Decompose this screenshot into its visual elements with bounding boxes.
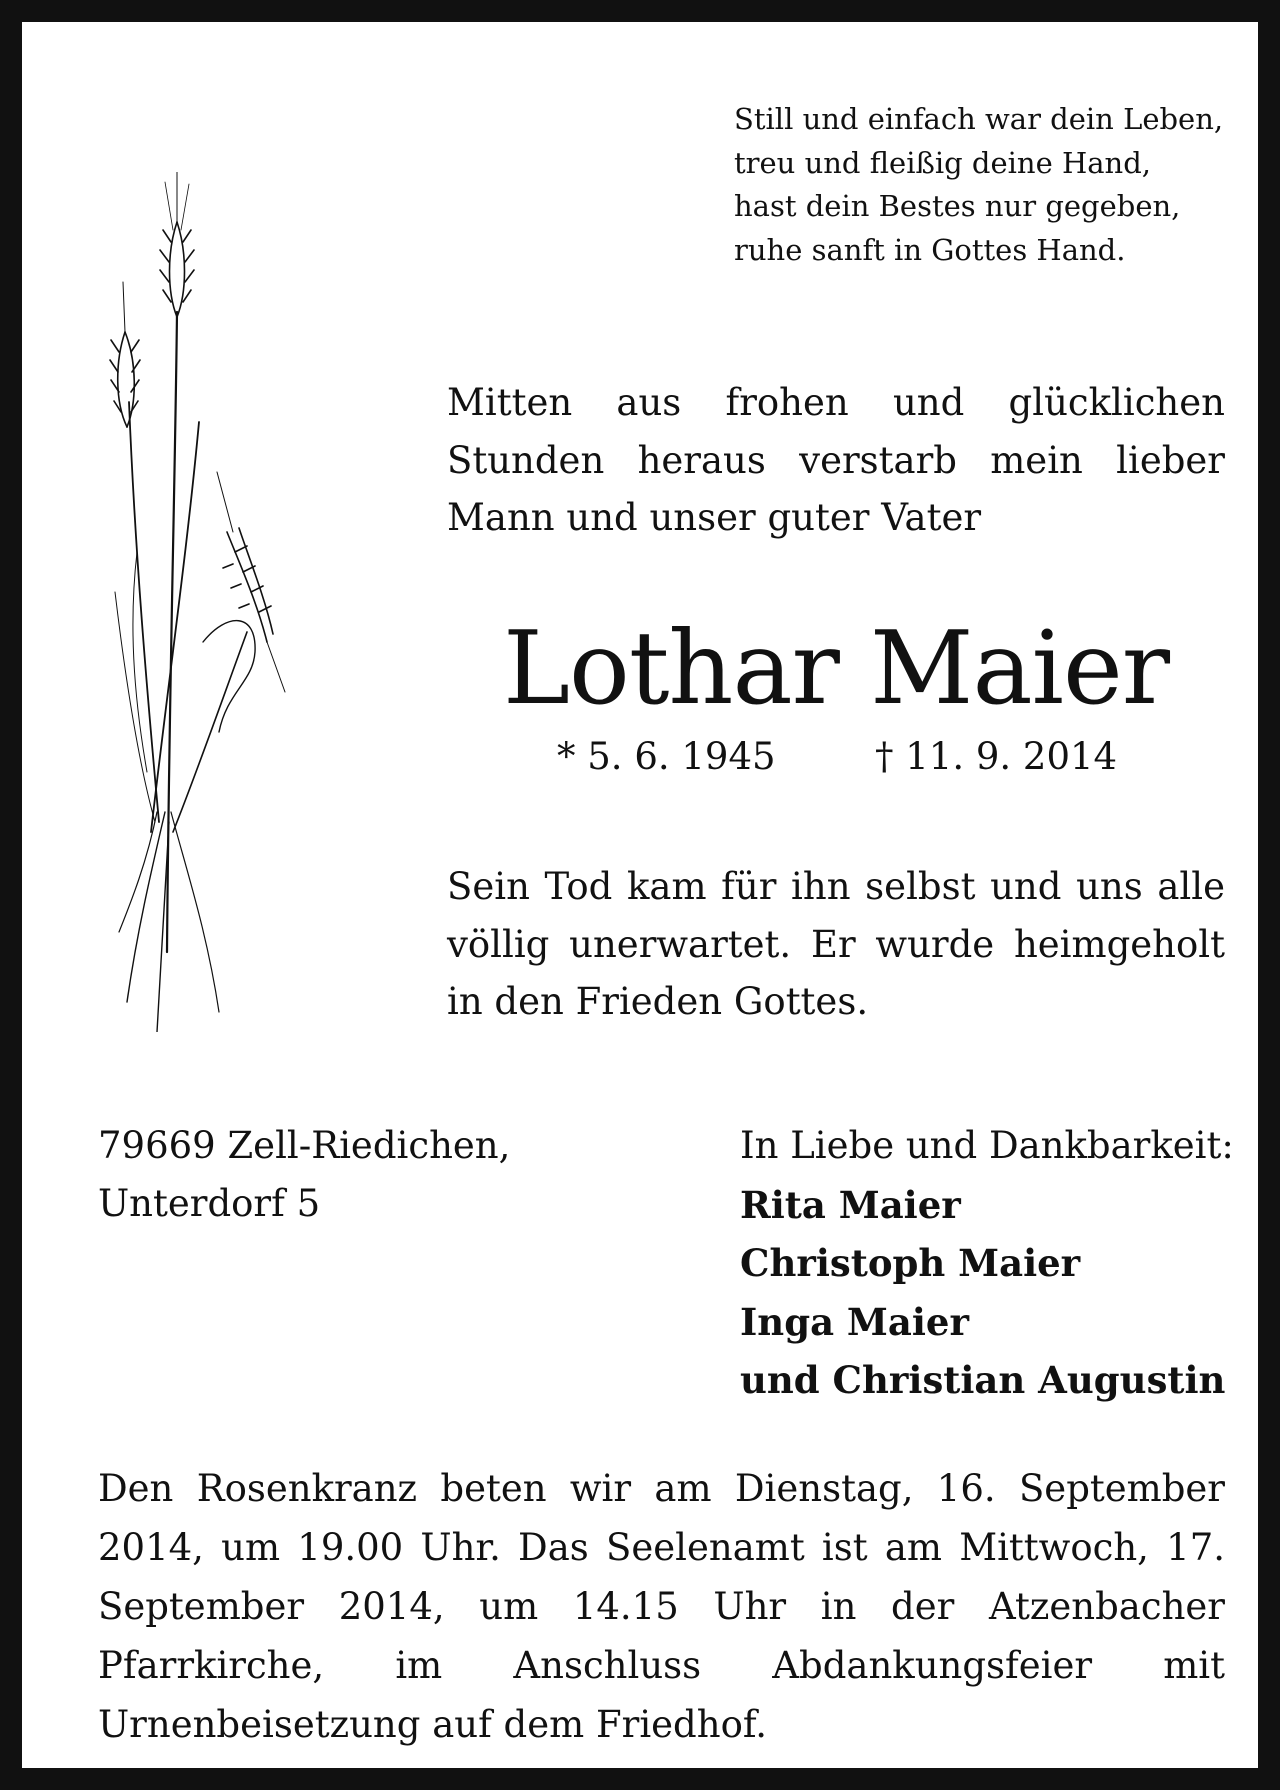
- death-date: † 11. 9. 2014: [875, 735, 1118, 778]
- birth-date: * 5. 6. 1945: [557, 735, 776, 778]
- poem: [734, 98, 1254, 272]
- mourner-name: Inga Maier: [740, 1299, 969, 1344]
- wheat-ears-icon: [107, 172, 317, 1032]
- service-info: Den Rosenkranz beten wir am Dienstag, 16. September 2014, um 19.00 Uhr. Das Seelenamt ist am Mittwoch, 17. September 2014, um 14.15 Uhr in der Atzenbacher Pfarrkirche, im Anschluss Abdankungsfeier mit Urnenbeisetzung auf dem Friedhof.: [98, 1467, 1225, 1746]
- mourners: [740, 1117, 1240, 1410]
- intro-text: Mitten aus frohen und glücklichen Stunden heraus verstarb mein lieber Mann und unser guter Vater: [447, 381, 1225, 539]
- mourner-name: Christoph Maier: [740, 1241, 1081, 1285]
- poem-line: ruhe sanft in Gottes Hand.: [734, 232, 1126, 267]
- mourner-name: Rita Maier: [740, 1182, 961, 1227]
- poem-line: hast dein Bestes nur gegeben,: [734, 189, 1181, 223]
- mourner-name: und Christian Augustin: [740, 1358, 1226, 1402]
- address-line: 79669 Zell-Riedichen,: [98, 1124, 511, 1167]
- poem-line: treu und fleißig deine Hand,: [734, 145, 1152, 180]
- address: [98, 1117, 658, 1232]
- deceased-name: Lothar Maier: [502, 609, 1170, 727]
- address-line: Unterdorf 5: [98, 1181, 321, 1225]
- mourners-heading: In Liebe und Dankbarkeit:: [740, 1124, 1234, 1167]
- death-text: Sein Tod kam für ihn selbst und uns alle völlig unerwartet. Er wurde heimgeholt in den Frieden Gottes.: [447, 865, 1225, 1023]
- poem-line: Still und einfach war dein Leben,: [734, 102, 1224, 136]
